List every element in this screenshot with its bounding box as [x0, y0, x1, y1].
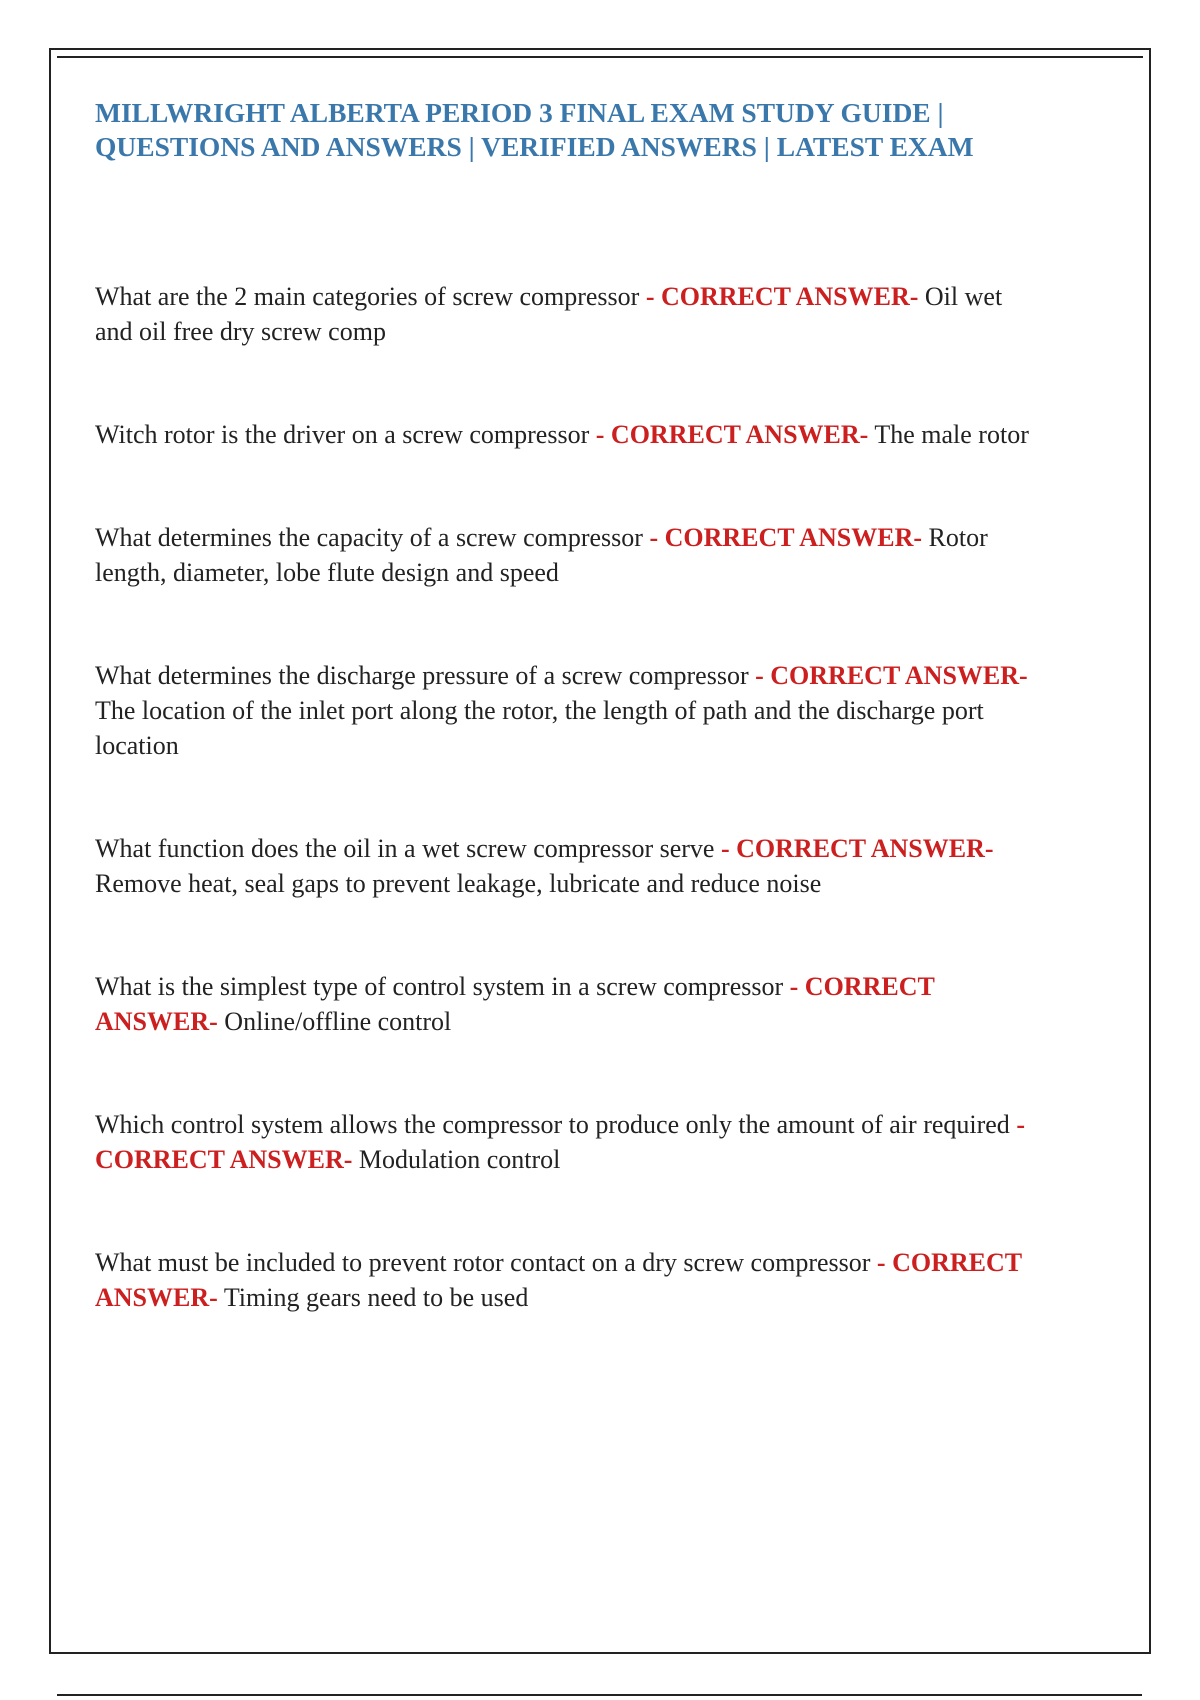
- answer-text: Rotor length, diameter, lobe flute design and speed: [95, 523, 988, 587]
- question-text: What function does the oil in a wet screw compressor serve: [95, 834, 715, 863]
- answer-separator: -: [595, 420, 611, 449]
- correct-answer-label: CORRECT ANSWER-: [770, 661, 1028, 690]
- answer-text: Modulation control: [358, 1145, 561, 1174]
- question-text: Which control system allows the compressor to produce only the amount of air required: [95, 1110, 1010, 1139]
- qa-item: [95, 520, 1030, 590]
- correct-answer-label: CORRECT ANSWER-: [610, 420, 869, 449]
- answer-separator: -: [755, 661, 771, 690]
- qa-item: [95, 969, 1030, 1039]
- question-text: What determines the discharge pressure of a screw compressor: [95, 661, 749, 690]
- correct-answer-label: CORRECT ANSWER-: [661, 282, 919, 311]
- top-inner-rule: [57, 56, 1143, 58]
- qa-item: [95, 831, 1030, 901]
- correct-answer-label: CORRECT ANSWER-: [95, 972, 935, 1036]
- answer-separator: -: [720, 834, 737, 863]
- qa-list: [95, 279, 1030, 1315]
- qa-item: [95, 658, 1030, 763]
- correct-answer-label: CORRECT ANSWER-: [95, 1248, 1022, 1312]
- document-content: [95, 96, 1030, 1383]
- qa-item: [95, 1107, 1030, 1177]
- question-text: Witch rotor is the driver on a screw compressor: [95, 420, 590, 449]
- question-text: What determines the capacity of a screw compressor: [95, 523, 643, 552]
- document-title: [95, 96, 1030, 164]
- title-line: MILLWRIGHT ALBERTA PERIOD 3 FINAL EXAM STUDY GUIDE |: [95, 97, 944, 128]
- question-text: What are the 2 main categories of screw compressor: [95, 282, 640, 311]
- correct-answer-label: CORRECT ANSWER-: [736, 834, 994, 863]
- answer-text: Oil wet and oil free dry screw comp: [95, 282, 1003, 346]
- answer-separator: -: [876, 1248, 893, 1277]
- title-line: QUESTIONS AND ANSWERS | VERIFIED ANSWERS | LATEST EXAM: [95, 131, 974, 162]
- qa-item: [95, 417, 1030, 452]
- qa-item: [95, 1245, 1030, 1315]
- answer-text: Timing gears need to be used: [223, 1283, 529, 1312]
- answer-separator: -: [789, 972, 805, 1001]
- answer-separator: -: [645, 282, 661, 311]
- answer-text: The location of the inlet port along the rotor, the length of path and the discharge port location: [95, 696, 984, 760]
- correct-answer-label: CORRECT ANSWER-: [664, 523, 923, 552]
- correct-answer-label: CORRECT ANSWER-: [95, 1145, 353, 1174]
- next-page-edge-rule: [57, 1694, 1142, 1696]
- answer-text: The male rotor: [874, 420, 1029, 449]
- question-text: What must be included to prevent rotor contact on a dry screw compressor: [95, 1248, 871, 1277]
- qa-item: [95, 279, 1030, 349]
- answer-separator: -: [1016, 1110, 1025, 1139]
- answer-text: Remove heat, seal gaps to prevent leakage, lubricate and reduce noise: [95, 869, 822, 898]
- answer-separator: -: [649, 523, 665, 552]
- question-text: What is the simplest type of control system in a screw compressor: [95, 972, 784, 1001]
- answer-text: Online/offline control: [224, 1007, 452, 1036]
